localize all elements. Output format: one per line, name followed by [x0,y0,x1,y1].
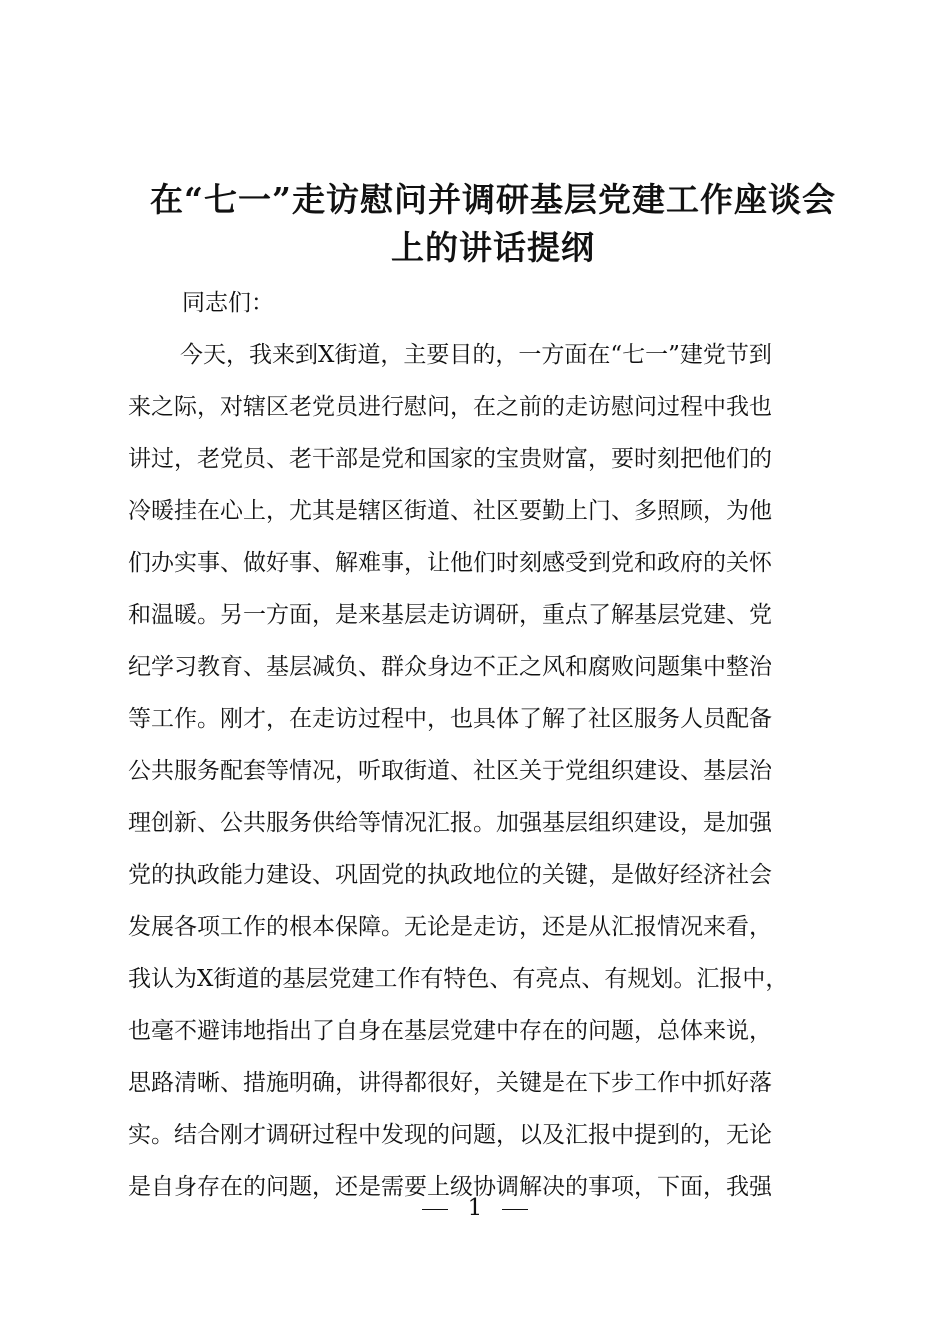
salutation: 同志们： [182,290,274,316]
body-line: 我认为X街道的基层党建工作有特色、有亮点、有规划。汇报中， [128,966,789,992]
body-line: 发展各项工作的根本保障。无论是走访，还是从汇报情况来看， [128,914,772,940]
body-line: 纪学习教育、基层减负、群众身边不正之风和腐败问题集中整治 [128,654,772,680]
body-line: 等工作。刚才，在走访过程中，也具体了解了社区服务人员配备 [128,706,772,732]
body-paragraph [128,340,848,1224]
body-line: 也毫不避讳地指出了自身在基层党建中存在的问题，总体来说， [128,1018,772,1044]
footer-dash-right [502,1209,528,1210]
footer-dash-left [422,1209,448,1210]
body-line: 今天，我来到X街道，主要目的，一方面在“七一”建党节到 [180,342,772,368]
body-line: 党的执政能力建设、巩固党的执政地位的关键，是做好经济社会 [128,862,772,888]
body-line: 和温暖。另一方面，是来基层走访调研，重点了解基层党建、党 [128,602,772,628]
document-title [118,176,868,272]
body-line: 思路清晰、措施明确，讲得都很好，关键是在下步工作中抓好落 [128,1070,772,1096]
page-number: 1 [467,1195,483,1221]
page-footer [0,1193,950,1223]
body-line: 讲过，老党员、老干部是党和国家的宝贵财富，要时刻把他们的 [128,446,772,472]
body-line: 实。结合刚才调研过程中发现的问题，以及汇报中提到的，无论 [128,1122,772,1148]
body-line: 来之际，对辖区老党员进行慰问，在之前的走访慰问过程中我也 [128,394,772,420]
body-line: 公共服务配套等情况，听取街道、社区关于党组织建设、基层治 [128,758,772,784]
title-line-1: 在“七一”走访慰问并调研基层党建工作座谈会 [150,180,836,219]
body-line: 是自身存在的问题，还是需要上级协调解决的事项，下面，我强 [128,1174,772,1200]
body-line: 冷暖挂在心上，尤其是辖区街道、社区要勤上门、多照顾，为他 [128,498,772,524]
title-line-2: 上的讲话提纲 [391,228,595,267]
body-line: 理创新、公共服务供给等情况汇报。加强基层组织建设，是加强 [128,810,772,836]
body-line: 们办实事、做好事、解难事，让他们时刻感受到党和政府的关怀 [128,550,772,576]
